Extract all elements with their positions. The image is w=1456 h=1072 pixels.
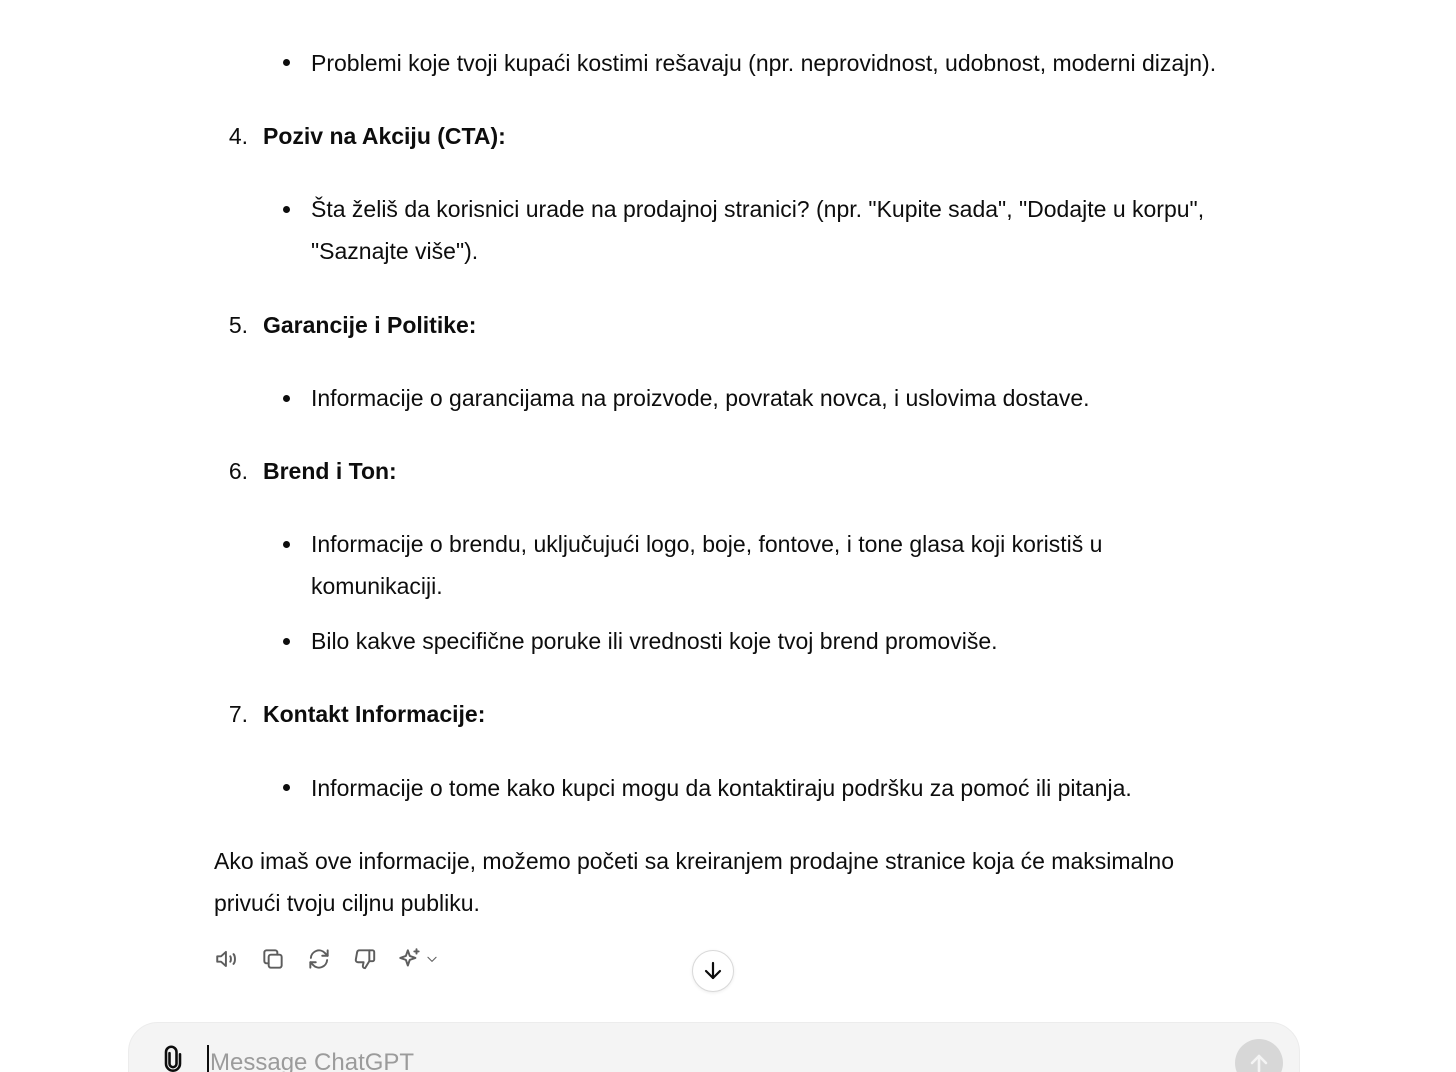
section-4-bullet-1-line-1: Šta želiš da korisnici urade na prodajnoj stranici? (npr. "Kupite sada", "Dodajte u korpu", [311,196,1205,222]
message-input[interactable] [207,1045,1210,1072]
closing-line-1: Ako imaš ove informacije, možemo početi sa kreiranjem prodajne stranice koja će maksimalno [214,848,1175,874]
bullet-dot [283,206,290,213]
bullet-dot [283,541,290,548]
chevron-down-icon [425,952,439,966]
copy-button[interactable] [254,940,292,978]
arrow-down-icon [701,959,725,983]
read-aloud-button[interactable] [208,940,246,978]
attach-button[interactable] [157,1043,189,1072]
scroll-to-bottom-button[interactable] [692,950,734,992]
section-7-bullet-1: Informacije o tome kako kupci mogu da kontaktiraju podršku za pomoć ili pitanja. [311,775,1132,801]
arrow-up-icon [1247,1051,1271,1072]
closing-line-2: privući tvoju ciljnu publiku. [214,890,480,916]
section-7-title: Kontakt Informacije: [263,701,486,727]
bullet-dot [283,59,290,66]
message-actions [208,940,452,978]
bullet-dot [283,638,290,645]
section-5-bullet-1: Informacije o garancijama na proizvode, povratak novca, i uslovima dostave. [311,385,1090,411]
regenerate-button[interactable] [300,940,338,978]
bad-response-button[interactable] [346,940,384,978]
message-composer [128,1022,1300,1072]
section-5-number: 5. [228,312,248,338]
section-5-title: Garancije i Politike: [263,312,477,338]
section-7-number: 7. [228,701,248,727]
sparkle-icon [397,946,423,972]
section-6-title: Brend i Ton: [263,458,397,484]
section-6-number: 6. [228,458,248,484]
intro-bullet-text: Problemi koje tvoji kupaći kostimi rešavaju (npr. neprovidnost, udobnost, moderni dizajn). [311,50,1217,76]
section-6-bullet-2: Bilo kakve specifične poruke ili vrednosti koje tvoj brend promoviše. [311,628,998,654]
bullet-dot [283,784,290,791]
bullet-dot [283,395,290,402]
paperclip-icon [159,1045,187,1072]
speaker-icon [214,946,240,972]
section-4-number: 4. [228,123,248,149]
thumbs-down-icon [352,946,378,972]
section-6-bullet-1-line-1: Informacije o brendu, uključujući logo, boje, fontove, i tone glasa koji koristiš u [311,531,1103,557]
section-4-title: Poziv na Akciju (CTA): [263,123,506,149]
copy-icon [260,946,286,972]
send-button[interactable] [1235,1039,1283,1072]
switch-model-button[interactable] [392,940,444,978]
section-6-bullet-1-line-2: komunikaciji. [311,573,443,599]
section-4-bullet-1-line-2: "Saznajte više"). [311,238,479,264]
regenerate-icon [306,946,332,972]
